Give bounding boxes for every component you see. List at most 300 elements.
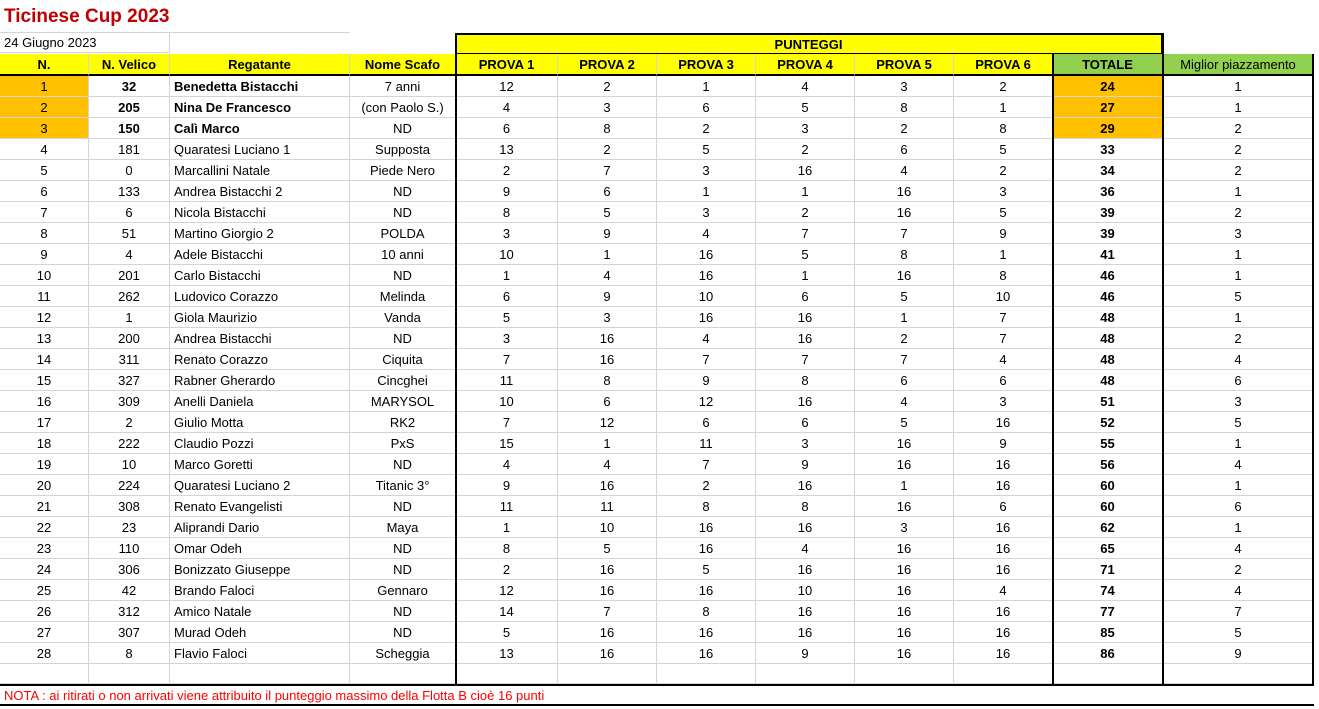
cell-totale[interactable]: 48 — [1053, 370, 1163, 391]
cell-n[interactable]: 17 — [0, 412, 89, 433]
cell-nome-scafo[interactable]: POLDA — [350, 223, 456, 244]
cell-totale[interactable]: 71 — [1053, 559, 1163, 580]
cell-prova-3[interactable]: 16 — [657, 307, 756, 328]
cell-prova-6[interactable]: 9 — [954, 223, 1053, 244]
cell-n[interactable]: 13 — [0, 328, 89, 349]
cell-n[interactable]: 23 — [0, 538, 89, 559]
cell-totale[interactable]: 52 — [1053, 412, 1163, 433]
cell-prova-3[interactable]: 10 — [657, 286, 756, 307]
cell-regatante[interactable]: Quaratesi Luciano 2 — [170, 475, 350, 496]
cell-regatante[interactable]: Bonizzato Giuseppe — [170, 559, 350, 580]
cell-n-velico[interactable]: 306 — [89, 559, 170, 580]
cell-regatante[interactable]: Adele Bistacchi — [170, 244, 350, 265]
header-regatante[interactable]: Regatante — [170, 54, 350, 76]
cell-prova-1[interactable]: 7 — [456, 349, 558, 370]
cell-n[interactable]: 27 — [0, 622, 89, 643]
cell-prova-4[interactable]: 8 — [756, 370, 855, 391]
cell-prova-6[interactable]: 16 — [954, 517, 1053, 538]
cell-nome-scafo[interactable]: 7 anni — [350, 76, 456, 97]
header-totale[interactable]: TOTALE — [1053, 54, 1163, 76]
cell-prova-3[interactable]: 5 — [657, 559, 756, 580]
cell-n-velico[interactable]: 262 — [89, 286, 170, 307]
cell-miglior-piazzamento[interactable]: 2 — [1163, 139, 1314, 160]
cell-prova-6[interactable]: 5 — [954, 139, 1053, 160]
cell-prova-5[interactable]: 1 — [855, 475, 954, 496]
cell-prova-5[interactable]: 5 — [855, 286, 954, 307]
cell-n-velico[interactable]: 1 — [89, 307, 170, 328]
cell-prova-2[interactable]: 16 — [558, 328, 657, 349]
empty-cell[interactable] — [954, 664, 1053, 684]
cell-nome-scafo[interactable]: ND — [350, 559, 456, 580]
cell-n[interactable]: 21 — [0, 496, 89, 517]
cell-nome-scafo[interactable]: ND — [350, 181, 456, 202]
cell-n[interactable]: 28 — [0, 643, 89, 664]
cell-prova-1[interactable]: 2 — [456, 559, 558, 580]
cell-prova-4[interactable]: 1 — [756, 265, 855, 286]
cell-prova-4[interactable]: 4 — [756, 76, 855, 97]
cell-totale[interactable]: 29 — [1053, 118, 1163, 139]
cell-prova-5[interactable]: 16 — [855, 454, 954, 475]
cell-n-velico[interactable]: 312 — [89, 601, 170, 622]
cell-prova-4[interactable]: 16 — [756, 601, 855, 622]
footnote[interactable]: NOTA : ai ritirati o non arrivati viene attribuito il punteggio massimo della Flotta B cioè 16 punti — [0, 684, 1314, 706]
cell-prova-4[interactable]: 7 — [756, 223, 855, 244]
cell-prova-2[interactable]: 9 — [558, 223, 657, 244]
cell-nome-scafo[interactable]: ND — [350, 202, 456, 223]
cell-regatante[interactable]: Nina De Francesco — [170, 97, 350, 118]
cell-prova-1[interactable]: 4 — [456, 454, 558, 475]
cell-n-velico[interactable]: 42 — [89, 580, 170, 601]
cell-prova-3[interactable]: 7 — [657, 349, 756, 370]
cell-prova-4[interactable]: 8 — [756, 496, 855, 517]
cell-prova-1[interactable]: 5 — [456, 622, 558, 643]
event-date[interactable]: 24 Giugno 2023 — [0, 33, 170, 53]
cell-nome-scafo[interactable]: Cincghei — [350, 370, 456, 391]
cell-prova-4[interactable]: 6 — [756, 286, 855, 307]
cell-nome-scafo[interactable]: RK2 — [350, 412, 456, 433]
cell-miglior-piazzamento[interactable]: 1 — [1163, 181, 1314, 202]
cell-miglior-piazzamento[interactable]: 2 — [1163, 328, 1314, 349]
cell-regatante[interactable]: Rabner Gherardo — [170, 370, 350, 391]
cell-n-velico[interactable]: 309 — [89, 391, 170, 412]
cell-miglior-piazzamento[interactable]: 1 — [1163, 517, 1314, 538]
cell-n-velico[interactable]: 51 — [89, 223, 170, 244]
cell-prova-2[interactable]: 8 — [558, 118, 657, 139]
cell-miglior-piazzamento[interactable]: 1 — [1163, 475, 1314, 496]
cell-prova-5[interactable]: 16 — [855, 265, 954, 286]
cell-prova-6[interactable]: 7 — [954, 307, 1053, 328]
cell-n-velico[interactable]: 8 — [89, 643, 170, 664]
cell-regatante[interactable]: Giulio Motta — [170, 412, 350, 433]
cell-prova-3[interactable]: 16 — [657, 265, 756, 286]
cell-prova-1[interactable]: 12 — [456, 76, 558, 97]
cell-miglior-piazzamento[interactable]: 2 — [1163, 118, 1314, 139]
cell-prova-3[interactable]: 6 — [657, 412, 756, 433]
cell-prova-1[interactable]: 6 — [456, 118, 558, 139]
sheet-title[interactable]: Ticinese Cup 2023 — [0, 0, 350, 33]
cell-prova-2[interactable]: 12 — [558, 412, 657, 433]
cell-prova-1[interactable]: 14 — [456, 601, 558, 622]
cell-prova-6[interactable]: 8 — [954, 118, 1053, 139]
cell-prova-4[interactable]: 7 — [756, 349, 855, 370]
cell-prova-3[interactable]: 9 — [657, 370, 756, 391]
cell-regatante[interactable]: Murad Odeh — [170, 622, 350, 643]
cell-n-velico[interactable]: 133 — [89, 181, 170, 202]
cell-regatante[interactable]: Andrea Bistacchi 2 — [170, 181, 350, 202]
cell-prova-1[interactable]: 13 — [456, 643, 558, 664]
cell-miglior-piazzamento[interactable]: 1 — [1163, 265, 1314, 286]
empty-cell[interactable] — [456, 664, 558, 684]
cell-prova-4[interactable]: 2 — [756, 202, 855, 223]
cell-totale[interactable]: 46 — [1053, 265, 1163, 286]
cell-regatante[interactable]: Brando Faloci — [170, 580, 350, 601]
cell-n-velico[interactable]: 32 — [89, 76, 170, 97]
cell-totale[interactable]: 62 — [1053, 517, 1163, 538]
cell-prova-3[interactable]: 1 — [657, 181, 756, 202]
cell-totale[interactable]: 39 — [1053, 202, 1163, 223]
cell-totale[interactable]: 33 — [1053, 139, 1163, 160]
cell-prova-2[interactable]: 2 — [558, 76, 657, 97]
cell-prova-3[interactable]: 1 — [657, 76, 756, 97]
cell-nome-scafo[interactable]: ND — [350, 601, 456, 622]
cell-n[interactable]: 9 — [0, 244, 89, 265]
cell-prova-5[interactable]: 7 — [855, 349, 954, 370]
cell-regatante[interactable]: Quaratesi Luciano 1 — [170, 139, 350, 160]
cell-totale[interactable]: 60 — [1053, 475, 1163, 496]
cell-prova-3[interactable]: 2 — [657, 475, 756, 496]
cell-miglior-piazzamento[interactable]: 1 — [1163, 244, 1314, 265]
cell-prova-1[interactable]: 8 — [456, 538, 558, 559]
cell-regatante[interactable]: Renato Evangelisti — [170, 496, 350, 517]
cell-prova-6[interactable]: 16 — [954, 412, 1053, 433]
cell-n[interactable]: 3 — [0, 118, 89, 139]
cell-nome-scafo[interactable]: ND — [350, 118, 456, 139]
header-n-velico[interactable]: N. Velico — [89, 54, 170, 76]
empty-cell[interactable] — [89, 664, 170, 684]
cell-prova-2[interactable]: 11 — [558, 496, 657, 517]
cell-prova-6[interactable]: 1 — [954, 97, 1053, 118]
cell-miglior-piazzamento[interactable]: 2 — [1163, 202, 1314, 223]
cell-prova-5[interactable]: 16 — [855, 496, 954, 517]
cell-prova-1[interactable]: 11 — [456, 370, 558, 391]
cell-prova-1[interactable]: 5 — [456, 307, 558, 328]
cell-totale[interactable]: 27 — [1053, 97, 1163, 118]
cell-prova-5[interactable]: 4 — [855, 160, 954, 181]
cell-prova-6[interactable]: 8 — [954, 265, 1053, 286]
cell-prova-5[interactable]: 8 — [855, 244, 954, 265]
cell-regatante[interactable]: Andrea Bistacchi — [170, 328, 350, 349]
header-prova-2[interactable]: PROVA 2 — [558, 54, 657, 76]
cell-prova-4[interactable]: 4 — [756, 538, 855, 559]
cell-nome-scafo[interactable]: Maya — [350, 517, 456, 538]
cell-prova-3[interactable]: 5 — [657, 139, 756, 160]
cell-prova-6[interactable]: 2 — [954, 160, 1053, 181]
cell-prova-5[interactable]: 16 — [855, 622, 954, 643]
cell-prova-3[interactable]: 3 — [657, 202, 756, 223]
cell-prova-6[interactable]: 3 — [954, 181, 1053, 202]
cell-prova-3[interactable]: 4 — [657, 223, 756, 244]
cell-n[interactable]: 15 — [0, 370, 89, 391]
cell-prova-6[interactable]: 16 — [954, 601, 1053, 622]
cell-regatante[interactable]: Martino Giorgio 2 — [170, 223, 350, 244]
cell-n[interactable]: 8 — [0, 223, 89, 244]
cell-prova-2[interactable]: 6 — [558, 181, 657, 202]
cell-n-velico[interactable]: 6 — [89, 202, 170, 223]
cell-totale[interactable]: 48 — [1053, 307, 1163, 328]
cell-n[interactable]: 5 — [0, 160, 89, 181]
cell-prova-6[interactable]: 9 — [954, 433, 1053, 454]
empty-cell[interactable] — [855, 664, 954, 684]
cell-prova-6[interactable]: 4 — [954, 349, 1053, 370]
cell-totale[interactable]: 51 — [1053, 391, 1163, 412]
cell-regatante[interactable]: Ludovico Corazzo — [170, 286, 350, 307]
cell-n-velico[interactable]: 311 — [89, 349, 170, 370]
cell-prova-2[interactable]: 8 — [558, 370, 657, 391]
cell-prova-3[interactable]: 8 — [657, 496, 756, 517]
cell-miglior-piazzamento[interactable]: 6 — [1163, 370, 1314, 391]
cell-n-velico[interactable]: 205 — [89, 97, 170, 118]
cell-prova-3[interactable]: 2 — [657, 118, 756, 139]
header-prova-4[interactable]: PROVA 4 — [756, 54, 855, 76]
cell-n-velico[interactable]: 2 — [89, 412, 170, 433]
cell-nome-scafo[interactable]: PxS — [350, 433, 456, 454]
cell-miglior-piazzamento[interactable]: 1 — [1163, 97, 1314, 118]
cell-prova-5[interactable]: 1 — [855, 307, 954, 328]
cell-nome-scafo[interactable]: ND — [350, 496, 456, 517]
cell-nome-scafo[interactable]: ND — [350, 538, 456, 559]
cell-regatante[interactable]: Amico Natale — [170, 601, 350, 622]
cell-n-velico[interactable]: 222 — [89, 433, 170, 454]
cell-n[interactable]: 11 — [0, 286, 89, 307]
empty-cell[interactable] — [558, 664, 657, 684]
cell-prova-1[interactable]: 7 — [456, 412, 558, 433]
cell-nome-scafo[interactable]: Melinda — [350, 286, 456, 307]
cell-totale[interactable]: 55 — [1053, 433, 1163, 454]
cell-n[interactable]: 7 — [0, 202, 89, 223]
cell-n[interactable]: 19 — [0, 454, 89, 475]
cell-n[interactable]: 6 — [0, 181, 89, 202]
cell-regatante[interactable]: Flavio Faloci — [170, 643, 350, 664]
cell-prova-2[interactable]: 9 — [558, 286, 657, 307]
cell-n[interactable]: 14 — [0, 349, 89, 370]
cell-n[interactable]: 1 — [0, 76, 89, 97]
cell-miglior-piazzamento[interactable]: 3 — [1163, 391, 1314, 412]
cell-miglior-piazzamento[interactable]: 2 — [1163, 559, 1314, 580]
cell-totale[interactable]: 46 — [1053, 286, 1163, 307]
cell-nome-scafo[interactable]: Supposta — [350, 139, 456, 160]
cell-n[interactable]: 2 — [0, 97, 89, 118]
cell-prova-2[interactable]: 16 — [558, 643, 657, 664]
cell-prova-5[interactable]: 16 — [855, 559, 954, 580]
cell-prova-1[interactable]: 2 — [456, 160, 558, 181]
header-miglior-piazzamento[interactable]: Miglior piazzamento — [1163, 54, 1314, 76]
empty-cell[interactable] — [657, 664, 756, 684]
cell-prova-1[interactable]: 3 — [456, 223, 558, 244]
header-prova-6[interactable]: PROVA 6 — [954, 54, 1053, 76]
cell-prova-2[interactable]: 3 — [558, 97, 657, 118]
header-nome-scafo[interactable]: Nome Scafo — [350, 54, 456, 76]
cell-prova-1[interactable]: 10 — [456, 391, 558, 412]
cell-nome-scafo[interactable]: ND — [350, 622, 456, 643]
cell-prova-1[interactable]: 15 — [456, 433, 558, 454]
cell-prova-6[interactable]: 16 — [954, 559, 1053, 580]
cell-prova-6[interactable]: 16 — [954, 643, 1053, 664]
cell-prova-5[interactable]: 7 — [855, 223, 954, 244]
cell-prova-4[interactable]: 16 — [756, 622, 855, 643]
cell-totale[interactable]: 36 — [1053, 181, 1163, 202]
cell-nome-scafo[interactable]: ND — [350, 454, 456, 475]
cell-miglior-piazzamento[interactable]: 4 — [1163, 454, 1314, 475]
cell-totale[interactable]: 41 — [1053, 244, 1163, 265]
cell-prova-2[interactable]: 10 — [558, 517, 657, 538]
cell-prova-4[interactable]: 16 — [756, 307, 855, 328]
cell-prova-5[interactable]: 6 — [855, 370, 954, 391]
cell-prova-4[interactable]: 2 — [756, 139, 855, 160]
cell-prova-1[interactable]: 12 — [456, 580, 558, 601]
cell-prova-2[interactable]: 4 — [558, 454, 657, 475]
cell-prova-2[interactable]: 3 — [558, 307, 657, 328]
cell-nome-scafo[interactable]: ND — [350, 265, 456, 286]
cell-nome-scafo[interactable]: Ciquita — [350, 349, 456, 370]
cell-nome-scafo[interactable]: Scheggia — [350, 643, 456, 664]
header-prova-1[interactable]: PROVA 1 — [456, 54, 558, 76]
cell-n[interactable]: 25 — [0, 580, 89, 601]
cell-totale[interactable]: 65 — [1053, 538, 1163, 559]
cell-miglior-piazzamento[interactable]: 5 — [1163, 286, 1314, 307]
cell-totale[interactable]: 77 — [1053, 601, 1163, 622]
cell-miglior-piazzamento[interactable]: 3 — [1163, 223, 1314, 244]
cell-totale[interactable]: 85 — [1053, 622, 1163, 643]
cell-prova-4[interactable]: 9 — [756, 643, 855, 664]
cell-prova-1[interactable]: 9 — [456, 181, 558, 202]
cell-prova-1[interactable]: 10 — [456, 244, 558, 265]
empty-cell[interactable] — [170, 664, 350, 684]
cell-prova-2[interactable]: 1 — [558, 244, 657, 265]
cell-miglior-piazzamento[interactable]: 5 — [1163, 412, 1314, 433]
cell-prova-5[interactable]: 16 — [855, 181, 954, 202]
cell-prova-6[interactable]: 5 — [954, 202, 1053, 223]
cell-prova-1[interactable]: 11 — [456, 496, 558, 517]
cell-totale[interactable]: 74 — [1053, 580, 1163, 601]
cell-totale[interactable]: 86 — [1053, 643, 1163, 664]
cell-nome-scafo[interactable]: ND — [350, 328, 456, 349]
cell-totale[interactable]: 48 — [1053, 328, 1163, 349]
punteggi-group-header[interactable]: PUNTEGGI — [456, 33, 1163, 54]
cell-prova-3[interactable]: 16 — [657, 643, 756, 664]
cell-prova-4[interactable]: 16 — [756, 475, 855, 496]
cell-prova-5[interactable]: 16 — [855, 433, 954, 454]
cell-totale[interactable]: 24 — [1053, 76, 1163, 97]
cell-n-velico[interactable]: 4 — [89, 244, 170, 265]
cell-prova-5[interactable]: 16 — [855, 538, 954, 559]
cell-prova-4[interactable]: 3 — [756, 118, 855, 139]
cell-n-velico[interactable]: 181 — [89, 139, 170, 160]
cell-prova-4[interactable]: 16 — [756, 328, 855, 349]
cell-prova-5[interactable]: 2 — [855, 328, 954, 349]
cell-prova-5[interactable]: 3 — [855, 517, 954, 538]
cell-n-velico[interactable]: 201 — [89, 265, 170, 286]
cell-prova-2[interactable]: 16 — [558, 580, 657, 601]
cell-prova-5[interactable]: 6 — [855, 139, 954, 160]
cell-n[interactable]: 26 — [0, 601, 89, 622]
cell-nome-scafo[interactable]: MARYSOL — [350, 391, 456, 412]
cell-n[interactable]: 18 — [0, 433, 89, 454]
cell-prova-1[interactable]: 6 — [456, 286, 558, 307]
empty-cell[interactable] — [1053, 664, 1163, 684]
cell-prova-5[interactable]: 8 — [855, 97, 954, 118]
cell-prova-4[interactable]: 10 — [756, 580, 855, 601]
cell-prova-3[interactable]: 16 — [657, 538, 756, 559]
cell-prova-4[interactable]: 6 — [756, 412, 855, 433]
cell-prova-6[interactable]: 1 — [954, 244, 1053, 265]
cell-totale[interactable]: 56 — [1053, 454, 1163, 475]
cell-n-velico[interactable]: 110 — [89, 538, 170, 559]
cell-prova-6[interactable]: 2 — [954, 76, 1053, 97]
header-prova-5[interactable]: PROVA 5 — [855, 54, 954, 76]
cell-miglior-piazzamento[interactable]: 1 — [1163, 433, 1314, 454]
cell-prova-6[interactable]: 16 — [954, 622, 1053, 643]
cell-prova-2[interactable]: 16 — [558, 475, 657, 496]
cell-prova-1[interactable]: 4 — [456, 97, 558, 118]
cell-prova-3[interactable]: 3 — [657, 160, 756, 181]
cell-totale[interactable]: 39 — [1053, 223, 1163, 244]
cell-regatante[interactable]: Marco Goretti — [170, 454, 350, 475]
cell-prova-4[interactable]: 16 — [756, 559, 855, 580]
cell-prova-2[interactable]: 5 — [558, 202, 657, 223]
cell-prova-1[interactable]: 1 — [456, 265, 558, 286]
cell-n[interactable]: 22 — [0, 517, 89, 538]
cell-prova-4[interactable]: 16 — [756, 160, 855, 181]
cell-prova-3[interactable]: 16 — [657, 517, 756, 538]
cell-regatante[interactable]: Nicola Bistacchi — [170, 202, 350, 223]
cell-prova-3[interactable]: 12 — [657, 391, 756, 412]
cell-regatante[interactable]: Calì Marco — [170, 118, 350, 139]
cell-prova-2[interactable]: 16 — [558, 559, 657, 580]
cell-miglior-piazzamento[interactable]: 1 — [1163, 307, 1314, 328]
cell-prova-3[interactable]: 11 — [657, 433, 756, 454]
cell-n-velico[interactable]: 23 — [89, 517, 170, 538]
cell-prova-5[interactable]: 4 — [855, 391, 954, 412]
cell-prova-4[interactable]: 5 — [756, 97, 855, 118]
cell-prova-2[interactable]: 16 — [558, 349, 657, 370]
empty-cell[interactable] — [350, 664, 456, 684]
cell-miglior-piazzamento[interactable]: 5 — [1163, 622, 1314, 643]
header-n[interactable]: N. — [0, 54, 89, 76]
cell-n-velico[interactable]: 308 — [89, 496, 170, 517]
cell-prova-4[interactable]: 16 — [756, 391, 855, 412]
cell-totale[interactable]: 34 — [1053, 160, 1163, 181]
cell-n-velico[interactable]: 327 — [89, 370, 170, 391]
cell-prova-6[interactable]: 3 — [954, 391, 1053, 412]
cell-regatante[interactable]: Aliprandi Dario — [170, 517, 350, 538]
cell-regatante[interactable]: Giola Maurizio — [170, 307, 350, 328]
cell-regatante[interactable]: Renato Corazzo — [170, 349, 350, 370]
cell-totale[interactable]: 48 — [1053, 349, 1163, 370]
cell-n[interactable]: 16 — [0, 391, 89, 412]
cell-prova-5[interactable]: 2 — [855, 118, 954, 139]
cell-prova-6[interactable]: 16 — [954, 454, 1053, 475]
cell-n[interactable]: 24 — [0, 559, 89, 580]
cell-prova-5[interactable]: 3 — [855, 76, 954, 97]
cell-prova-3[interactable]: 16 — [657, 622, 756, 643]
cell-nome-scafo[interactable]: Gennaro — [350, 580, 456, 601]
cell-regatante[interactable]: Benedetta Bistacchi — [170, 76, 350, 97]
cell-prova-1[interactable]: 9 — [456, 475, 558, 496]
cell-n[interactable]: 12 — [0, 307, 89, 328]
cell-miglior-piazzamento[interactable]: 4 — [1163, 538, 1314, 559]
cell-regatante[interactable]: Anelli Daniela — [170, 391, 350, 412]
cell-prova-2[interactable]: 16 — [558, 622, 657, 643]
